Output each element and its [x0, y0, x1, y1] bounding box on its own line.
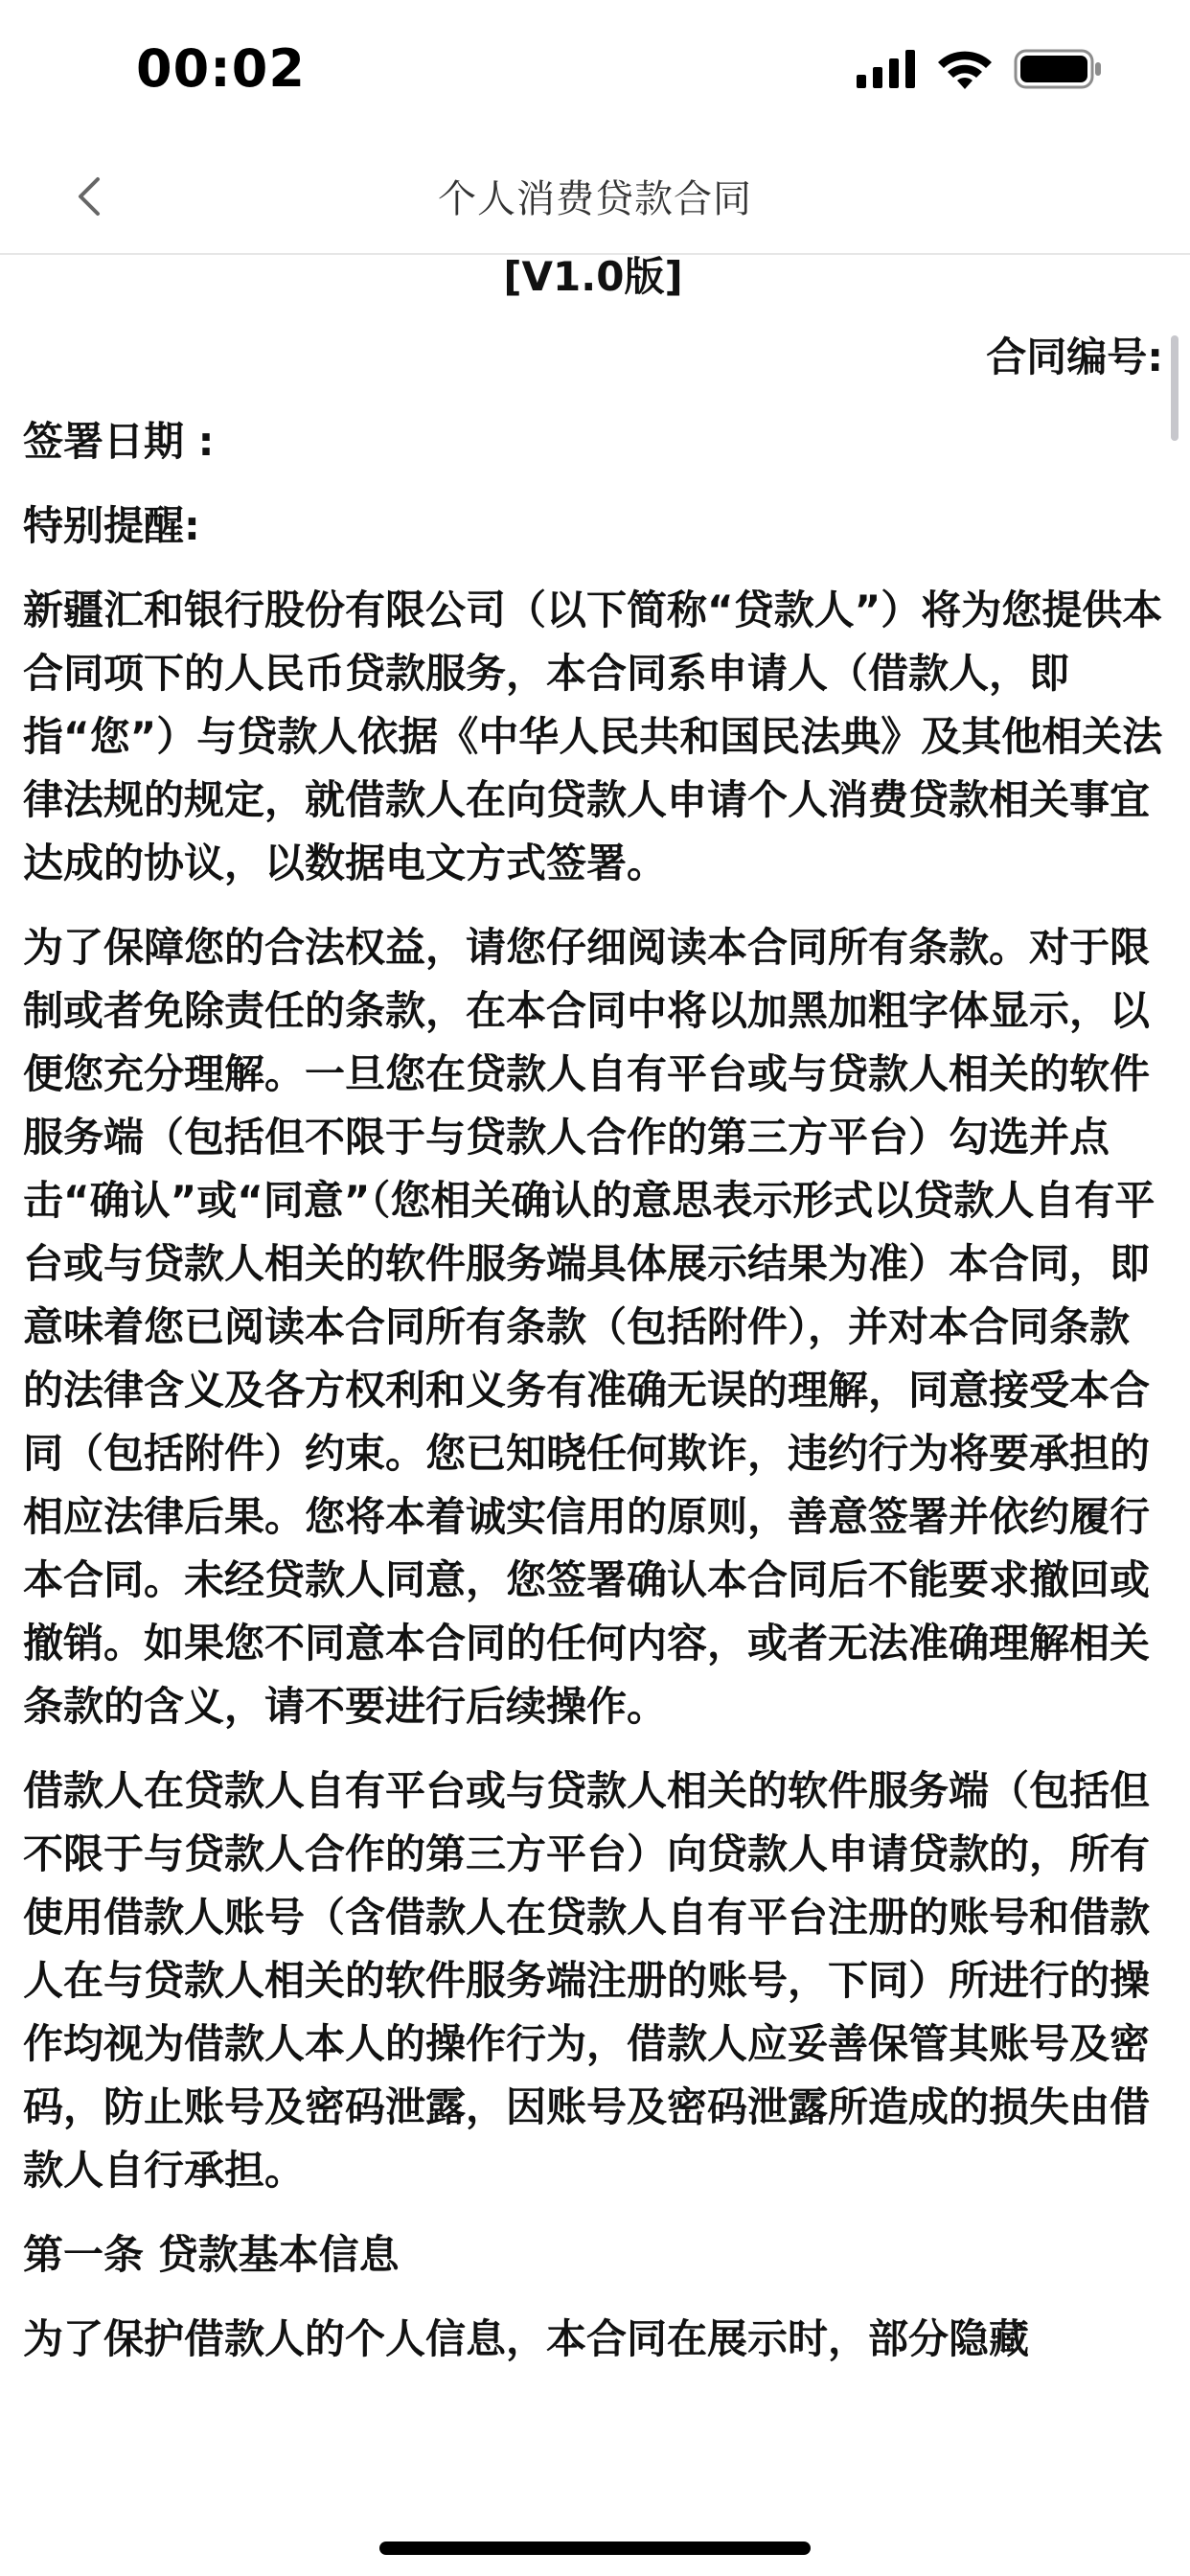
paragraph-intro: 新疆汇和银行股份有限公司（以下简称“贷款人”）将为您提供本合同项下的人民币贷款服务，本合同系申请人（借款人，即指“您”）与贷款人依据《中华人民共和国民法典》及其他相关法律法规的规定，就借款人在向贷款人申请个人消费贷款相关事宜达成的协议，以数据电文方式签署。 — [23, 586, 1163, 886]
contract-document[interactable] — [23, 255, 1163, 2371]
status-icons — [857, 50, 1102, 92]
nav-bar — [0, 144, 1190, 255]
contract-number-label: 合同编号: — [986, 334, 1163, 380]
sign-date-label: 签署日期 : — [23, 418, 215, 465]
wifi-icon — [937, 49, 993, 93]
section-1-text: 为了保护借款人的个人信息，本合同在展示时，部分隐藏 — [23, 2315, 1030, 2362]
scroll-indicator[interactable] — [1171, 335, 1179, 441]
signal-icon — [857, 50, 916, 92]
status-time: 00:02 — [136, 38, 306, 99]
battery-icon — [1014, 49, 1102, 93]
paragraph-rights: 为了保障您的合法权益，请您仔细阅读本合同所有条款。对于限制或者免除责任的条款，在本合同中将以加黑加粗字体显示，以便您充分理解。一旦您在贷款人自有平台或与贷款人相关的软件服务端（包括但不限于与贷款人合作的第三方平台）勾选并点击“确认”或“同意”（您相关确认的意思表示形式以贷款人自有平台或与贷款人相关的软件服务端具体展示结果为准）本合同，即意味着您已阅读本合同所有条款（包括附件），并对本合同条款的法律含义及各方权利和义务有准确无误的理解，同意接受本合同（包括附件）约束。您已知晓任何欺诈，违约行为将要承担的相应法律后果。您将本着诚实信用的原则，善意签署并依约履行本合同。未经贷款人同意，您签署确认本合同后不能要求撤回或撤销。如果您不同意本合同的任何内容，或者无法准确理解相关条款的含义，请不要进行后续操作。 — [23, 924, 1156, 1730]
special-reminder-label: 特别提醒: — [23, 502, 200, 549]
page-title: 个人消费贷款合同 — [438, 177, 752, 221]
home-indicator[interactable] — [379, 2542, 811, 2555]
section-1-title: 第一条 贷款基本信息 — [23, 2231, 400, 2278]
paragraph-account: 借款人在贷款人自有平台或与贷款人相关的软件服务端（包括但不限于与贷款人合作的第三方平台）向贷款人申请贷款的，所有使用借款人账号（含借款人在贷款人自有平台注册的账号和借款人在与贷款人相关的软件服务端注册的账号，下同）所进行的操作均视为借款人本人的操作行为，借款人应妥善保管其账号及密码，防止账号及密码泄露，因账号及密码泄露所造成的损失由借款人自行承担。 — [23, 1767, 1151, 2194]
status-bar — [0, 0, 1190, 144]
contract-version: [V1.0版] — [503, 253, 683, 300]
